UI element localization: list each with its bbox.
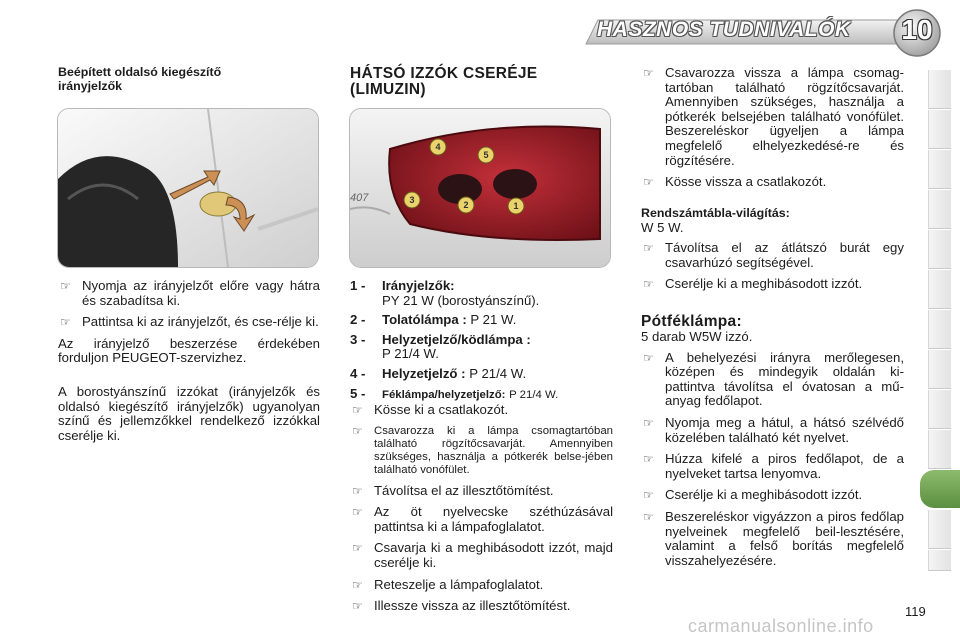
instruction-item <box>58 315 320 330</box>
marker-3: 3 <box>409 195 415 205</box>
page-number: 119 <box>905 604 926 619</box>
instruction-item <box>641 175 904 190</box>
pointer-icon: ☞ <box>643 488 654 503</box>
bulb-number: 2 - <box>350 312 366 328</box>
bulb-spec: P 21/4 W. <box>509 388 559 401</box>
instruction-text: Cserélje ki a meghibásodott izzót. <box>665 487 863 503</box>
instruction-item <box>641 416 904 445</box>
marker-1: 1 <box>513 201 519 211</box>
bulb-spec: P 21/4 W. <box>469 365 527 381</box>
instruction-item <box>58 279 320 308</box>
pointer-icon: ☞ <box>352 505 363 520</box>
pointer-icon: ☞ <box>643 66 654 80</box>
marker-2: 2 <box>463 200 469 210</box>
bulb-spec: PY 21 W (borostyánszínű). <box>382 292 540 308</box>
instruction-text: Csavarozza ki a lámpa csomagtartóban található rögzítőcsavarját. Amennyiben szükséges, használja a pótkerék belse-jében található vonófület. <box>374 424 613 476</box>
bulb-spec: P 21 W. <box>470 312 517 328</box>
instruction-item <box>641 452 904 481</box>
third-brake-section <box>641 314 904 575</box>
chapter-tab[interactable] <box>928 150 951 189</box>
instruction-text: Távolítsa el az illesztőtömítést. <box>374 482 554 498</box>
chapter-tab[interactable] <box>928 510 951 549</box>
instruction-text: Az öt nyelvecske széthúzásával pattintsa ki a lámpafoglalatot. <box>374 504 613 534</box>
pointer-icon: ☞ <box>60 315 71 330</box>
instruction-text: Nyomja az irányjelzőt előre vagy hátra és szabadítsa ki. <box>82 278 320 308</box>
chapter-tab[interactable] <box>928 350 951 389</box>
chapter-tab[interactable] <box>928 550 951 571</box>
left-instructions <box>58 279 320 443</box>
instruction-item <box>350 484 613 499</box>
instruction-text: Nyomja meg a hátul, a hátsó szélvédő közelében található két nyelvet. <box>665 414 904 445</box>
chapter-number: 10 <box>901 14 933 45</box>
bulb-number: 4 - <box>350 365 366 381</box>
instruction-item <box>350 403 613 418</box>
bulb-number: 3 - <box>350 331 366 347</box>
pointer-icon: ☞ <box>352 541 363 556</box>
chapter-tab[interactable] <box>928 310 951 349</box>
pointer-icon: ☞ <box>643 509 654 524</box>
bulb-label: Tolatólámpa : <box>382 312 467 328</box>
chapter-tab[interactable] <box>928 70 951 109</box>
plate-light-heading: Rendszámtábla-világítás: <box>641 206 790 220</box>
instruction-text: Húzza kifelé a piros fedőlapot, de a nyelveket tartsa lenyomva. <box>665 451 904 481</box>
instruction-item <box>641 488 904 503</box>
third-brake-heading: Pótféklámpa: <box>641 313 742 330</box>
left-heading: Beépített oldalsó kiegészítő irányjelzők <box>58 65 222 93</box>
instruction-text: Csavarozza vissza a lámpa csomag-tartóban található rögzítőcsavarját. Amennyiben szükséges, használja a pótkerék belsejében található vonófület. Beszereléskor ügyeljen a lámpa megfelelő elhelyezkedésé-re és rögzítésére. <box>665 65 904 168</box>
instruction-item <box>350 541 613 570</box>
instruction-text: Illessze vissza az illesztőtömítést. <box>374 598 571 614</box>
right-instructions-top <box>641 66 904 197</box>
bulb-list-item <box>350 279 615 308</box>
bulb-list-item <box>350 313 615 328</box>
plate-light-section <box>641 207 904 299</box>
bulb-list-item <box>350 387 615 402</box>
bulb-list-item <box>350 333 615 362</box>
plate-light-spec: W 5 W. <box>641 219 684 235</box>
instruction-text: Pattintsa ki az irányjelzőt, és cse-rélje ki. <box>82 314 319 330</box>
middle-instructions <box>350 403 613 621</box>
section-title: HASZNOS TUDNIVALÓK <box>597 18 851 41</box>
pointer-icon: ☞ <box>352 403 363 417</box>
instruction-text: Beszereléskor vigyázzon a piros fedőlap nyelveinek megfelelő beil-lesztésére, valamint a felső borítás megfelelő visszahelyezésére. <box>665 508 904 568</box>
instruction-item <box>641 351 904 409</box>
instruction-text: Távolítsa el az átlátszó burát egy csavarhúzó segítségével. <box>665 240 904 270</box>
pointer-icon: ☞ <box>643 175 654 190</box>
rear-lamp-illustration <box>350 109 610 267</box>
left-paragraph-service: Az irányjelző beszerzése érdekében forduljon PEUGEOT-szervizhez. <box>58 335 320 366</box>
bulb-label: Féklámpa/helyzetjelző: <box>382 388 506 401</box>
car-model-badge: 407 <box>350 192 369 204</box>
pointer-icon: ☞ <box>352 423 363 438</box>
third-brake-spec: 5 darab W5W izzó. <box>641 329 753 344</box>
pointer-icon: ☞ <box>352 599 363 614</box>
instruction-item <box>641 277 904 292</box>
chapter-tab[interactable] <box>928 190 951 229</box>
pointer-icon: ☞ <box>643 452 654 467</box>
bulb-number: 1 - <box>350 278 366 293</box>
instruction-item <box>350 599 613 614</box>
bulb-list <box>350 279 615 407</box>
instruction-item <box>641 510 904 568</box>
instruction-text: Kösse ki a csatlakozót. <box>374 402 509 417</box>
marker-4: 4 <box>435 142 441 152</box>
side-indicator-illustration <box>58 109 318 267</box>
instruction-text: Csavarja ki a meghibásodott izzót, majd cserélje ki. <box>374 540 613 570</box>
pointer-icon: ☞ <box>643 277 654 292</box>
chapter-tab-active[interactable] <box>920 470 960 508</box>
chapter-tab[interactable] <box>928 430 951 469</box>
instruction-text: Kösse vissza a csatlakozót. <box>665 174 827 190</box>
side-indicator-photo <box>57 108 319 268</box>
instruction-item <box>641 241 904 270</box>
bulb-list-item <box>350 367 615 382</box>
chapter-tab[interactable] <box>928 230 951 269</box>
rear-lamp-photo <box>349 108 611 268</box>
watermark: carmanualsonline.info <box>688 616 874 636</box>
bulb-label: Helyzetjelző/ködlámpa : <box>382 331 531 347</box>
bulb-number: 5 - <box>350 385 366 401</box>
pointer-icon: ☞ <box>60 279 71 293</box>
chapter-tab[interactable] <box>928 390 951 429</box>
bulb-label: Helyzetjelző : <box>382 365 466 381</box>
bulb-spec: P 21/4 W. <box>382 346 439 362</box>
pointer-icon: ☞ <box>643 241 654 256</box>
pointer-icon: ☞ <box>352 577 363 592</box>
instruction-item <box>350 578 613 593</box>
instruction-item <box>641 66 904 168</box>
chapter-tab[interactable] <box>928 110 951 149</box>
left-paragraph-amber: A borostyánszínű izzókat (irányjelzők és oldalsó kiegészítő irányjelzők) ugyanolyan színű és jellemzőkkel rendelkező izzókkal cserélje ki. <box>58 383 320 443</box>
marker-5: 5 <box>483 150 489 160</box>
instruction-item <box>350 505 613 534</box>
pointer-icon: ☞ <box>352 483 363 498</box>
bulb-label: Irányjelzők: <box>382 278 455 293</box>
pointer-icon: ☞ <box>643 415 654 430</box>
middle-heading: HÁTSÓ IZZÓK CSERÉJE (LIMUZIN) <box>350 65 538 98</box>
instruction-text: A behelyezési irányra merőlegesen, középen és mindegyik oldalán ki-pattintva távolítsa el óvatosan a mű-anyag fedőlapot. <box>665 349 904 409</box>
pointer-icon: ☞ <box>643 350 654 365</box>
instruction-item <box>350 425 613 477</box>
instruction-text: Reteszelje a lámpafoglalatot. <box>374 576 544 592</box>
chapter-tab[interactable] <box>928 270 951 309</box>
instruction-text: Cserélje ki a meghibásodott izzót. <box>665 276 863 292</box>
